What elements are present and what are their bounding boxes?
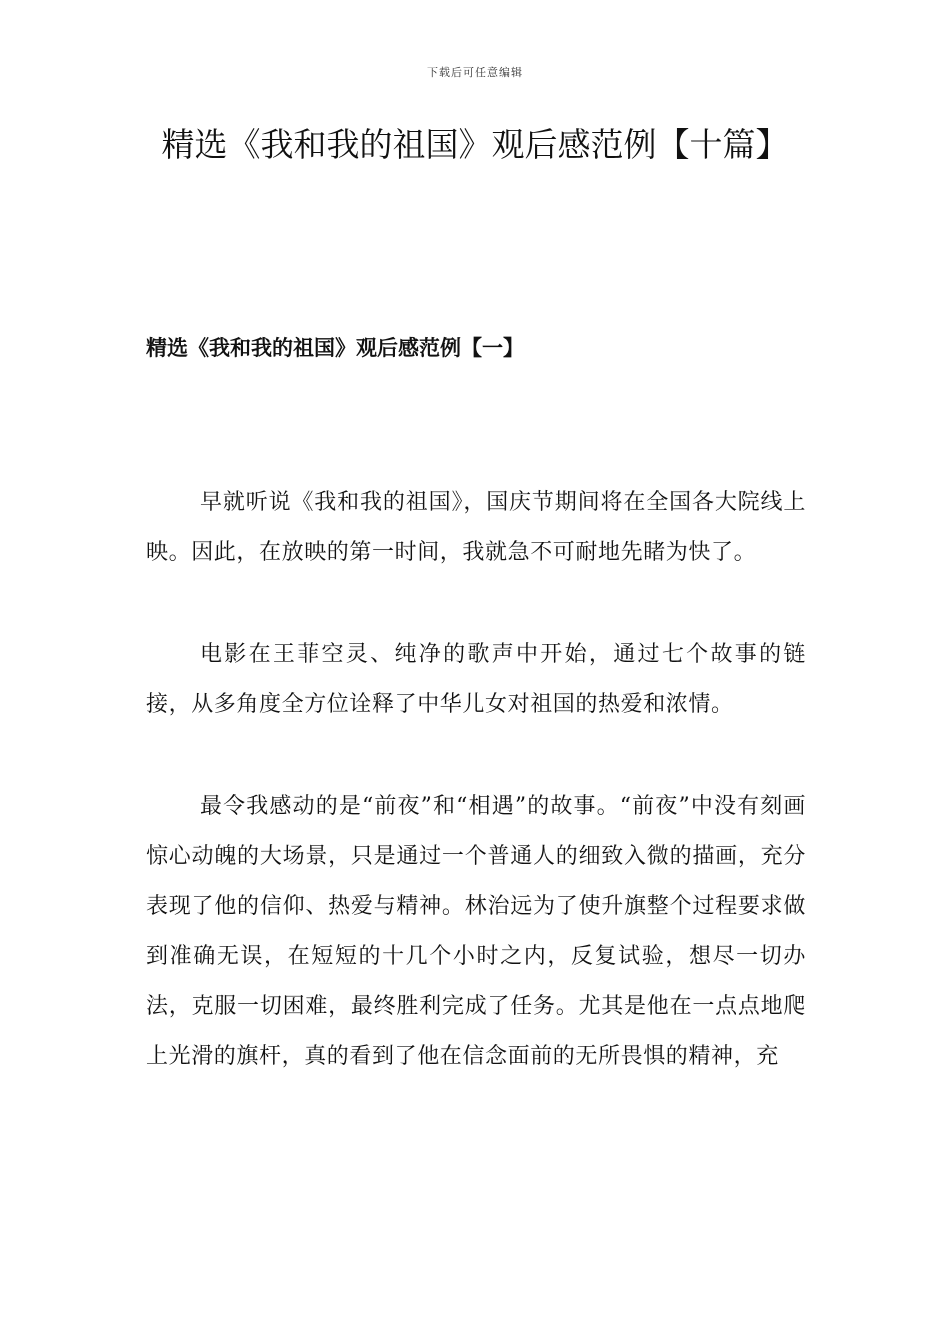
- document-body: [146, 478, 806, 1134]
- document-title: 精选《我和我的祖国》观后感范例【十篇】: [161, 125, 789, 164]
- paragraph: 电影在王菲空灵、纯净的歌声中开始，通过七个故事的链接，从多角度全方位诠释了中华儿女对祖国的热爱和浓情。: [146, 642, 806, 717]
- paragraph: 最令我感动的是“前夜”和“相遇”的故事。“前夜”中没有刻画惊心动魄的大场景，只是通过一个普通人的细致入微的描画，充分表现了他的信仰、热爱与精神。林治远为了使升旗整个过程要求做到准确无误，在短短的十几个小时之内，反复试验，想尽一切办法，克服一切困难，最终胜利完成了任务。尤其是他在一点点地爬上光滑的旗杆，真的看到了他在信念面前的无所畏惧的精神，充: [146, 794, 806, 1069]
- section-heading: 精选《我和我的祖国》观后感范例【一】: [146, 335, 524, 360]
- paragraph: 早就听说《我和我的祖国》，国庆节期间将在全国各大院线上映。因此，在放映的第一时间，我就急不可耐地先睹为快了。: [146, 490, 806, 565]
- header-note: 下载后可任意编辑: [427, 66, 523, 79]
